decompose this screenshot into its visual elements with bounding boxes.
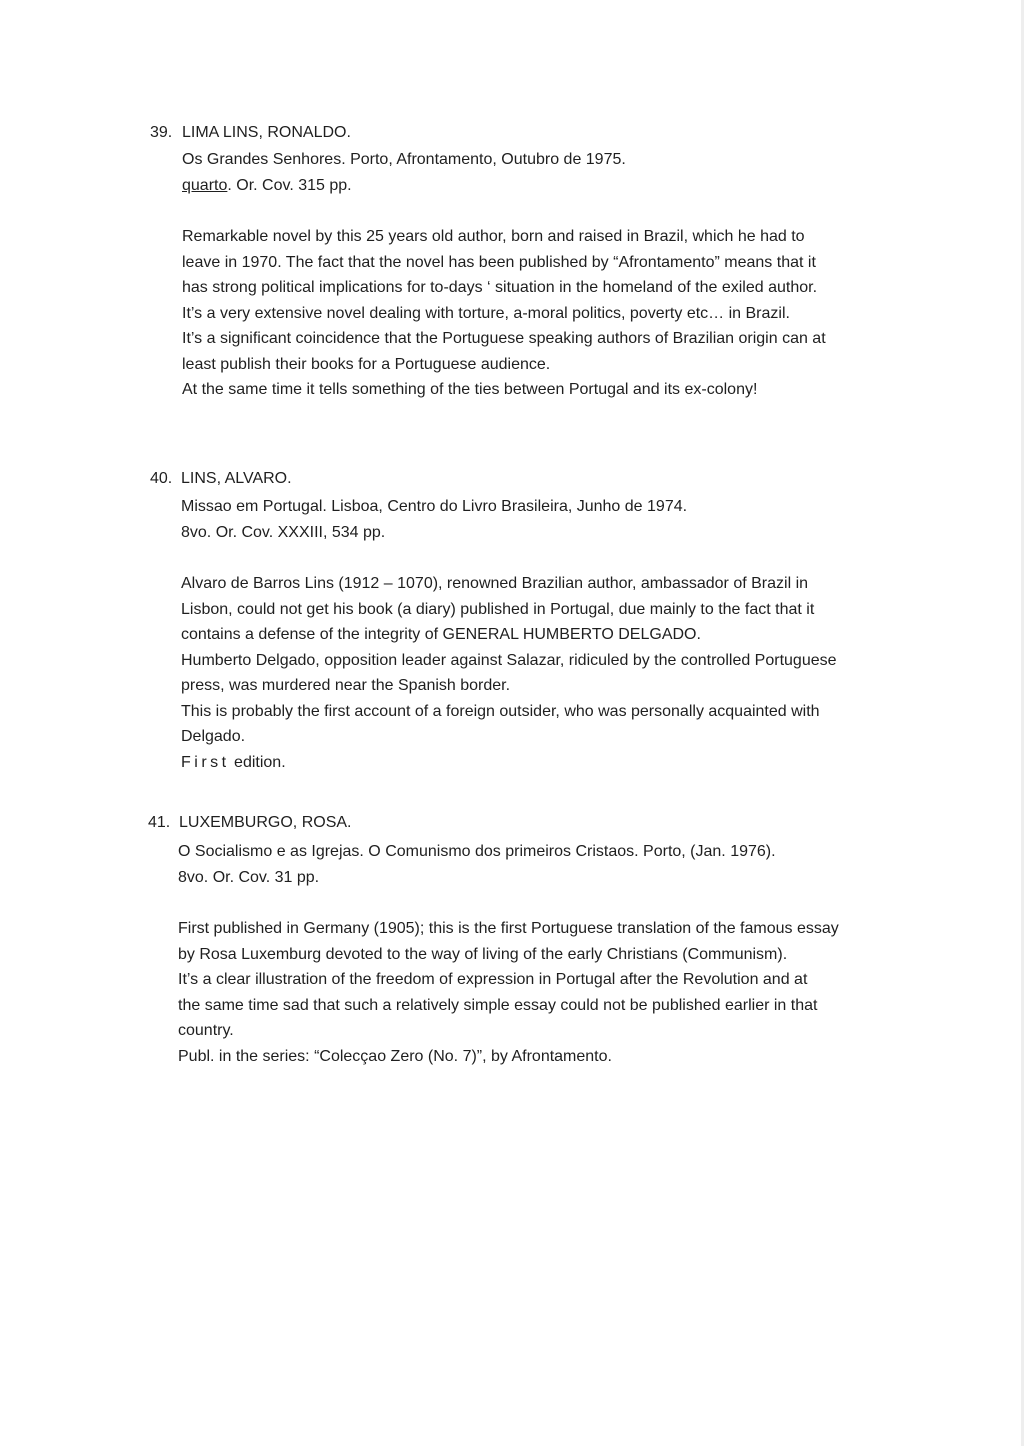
entry-author: LIMA LINS, RONALDO. xyxy=(182,124,351,141)
entry-body xyxy=(182,147,1024,403)
description-line: It’s a clear illustration of the freedom of expression in Portugal after the Revolution and at xyxy=(178,971,808,988)
description-line: Remarkable novel by this 25 years old author, born and raised in Brazil, which he had to xyxy=(182,228,805,245)
entry-number: 40. xyxy=(150,470,173,487)
format-rest: . Or. Cov. 315 pp. xyxy=(227,176,352,194)
entry-heading xyxy=(0,810,1024,836)
description-line: Publ. in the series: “Colecçao Zero (No. 7)”, by Afrontamento. xyxy=(178,1047,612,1065)
description-line: least publish their books for a Portuguese audience. xyxy=(182,355,551,373)
entry-title-line: Os Grandes Senhores. Porto, Afrontamento, Outubro de 1975. xyxy=(182,151,626,168)
description-line: First published in Germany (1905); this is the first Portuguese translation of the famous essay xyxy=(178,920,839,937)
description-line: by Rosa Luxemburg devoted to the way of living of the early Christians (Communism). xyxy=(178,945,788,963)
description-line: contains a defense of the integrity of GENERAL HUMBERTO DELGADO. xyxy=(181,626,701,643)
edition-note xyxy=(181,750,1024,776)
description-line: At the same time it tells something of the ties between Portugal and its ex-colony! xyxy=(182,381,758,398)
entry-heading xyxy=(0,466,1024,492)
description-line: press, was murdered near the Spanish border. xyxy=(181,677,511,694)
description-line: It’s a significant coincidence that the Portuguese speaking authors of Brazilian origin can at xyxy=(182,330,826,347)
description-line: Alvaro de Barros Lins (1912 – 1070), renowned Brazilian author, ambassador of Brazil in xyxy=(181,575,809,592)
entry-title-line: Missao em Portugal. Lisboa, Centro do Livro Brasileira, Junho de 1974. xyxy=(181,498,688,515)
description-line: Lisbon, could not get his book (a diary) published in Portugal, due mainly to the fact that it xyxy=(181,600,815,618)
entry-format-line: 8vo. Or. Cov. XXXIII, 534 pp. xyxy=(181,523,386,541)
description-line: leave in 1970. The fact that the novel has been published by “Afrontamento” means that it xyxy=(182,253,816,271)
entry-number: 41. xyxy=(148,814,171,831)
entry-author: LUXEMBURGO, ROSA. xyxy=(179,814,352,831)
description-line: the same time sad that such a relatively simple essay could not be published earlier in that xyxy=(178,996,818,1014)
edition-spaced: First xyxy=(181,753,230,771)
format-underlined: quarto xyxy=(182,176,228,194)
entry-format-line: 8vo. Or. Cov. 31 pp. xyxy=(178,868,320,886)
description-line: It’s a very extensive novel dealing with torture, a-moral politics, poverty etc… in Brazil. xyxy=(182,304,790,322)
entry-author: LINS, ALVARO. xyxy=(181,470,292,487)
entry-body xyxy=(178,839,1024,1069)
entry-heading xyxy=(0,120,1024,146)
description-line: Delgado. xyxy=(181,728,246,745)
entry-body xyxy=(181,494,1024,775)
description-line: Humberto Delgado, opposition leader against Salazar, ridiculed by the controlled Portuguese xyxy=(181,651,837,669)
description-line: has strong political implications for to-days ‘ situation in the homeland of the exiled author. xyxy=(182,279,818,296)
description-line: country. xyxy=(178,1022,234,1039)
catalogue-entry-39 xyxy=(0,120,1024,403)
entry-number: 39. xyxy=(150,124,173,141)
edition-rest: edition. xyxy=(229,753,286,771)
entry-title-line: O Socialismo e as Igrejas. O Comunismo dos primeiros Cristaos. Porto, (Jan. 1976). xyxy=(178,843,776,860)
catalogue-entry-41 xyxy=(0,810,1024,1069)
description-line: This is probably the first account of a foreign outsider, who was personally acquainted with xyxy=(181,702,820,720)
entry-format-line xyxy=(182,173,1024,199)
catalogue-entry-40 xyxy=(0,466,1024,775)
